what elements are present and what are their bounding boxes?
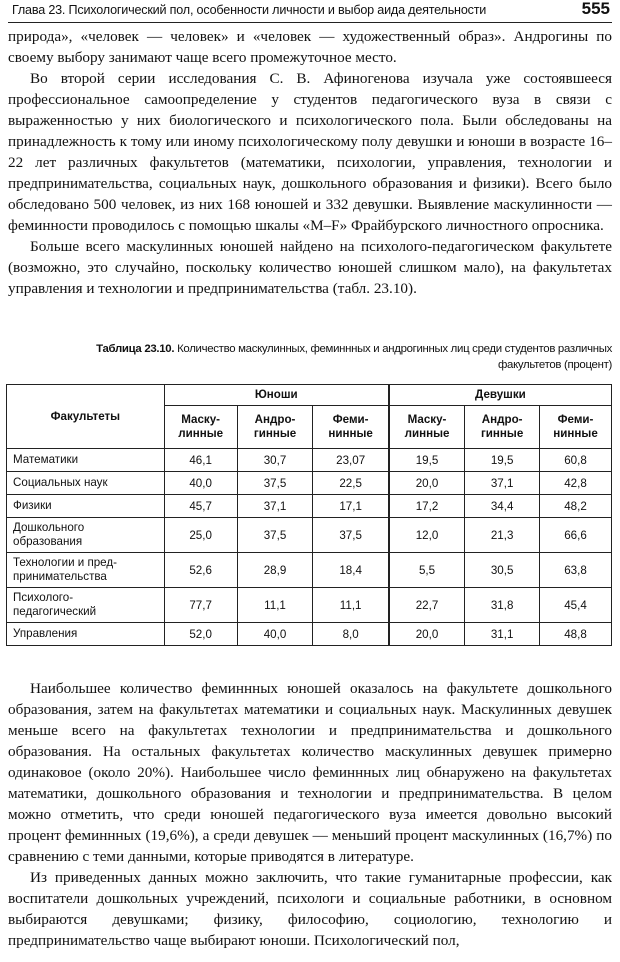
- value-cell: 19,5: [465, 449, 540, 472]
- faculty-cell: Технологии и пред- принимательства: [7, 553, 165, 588]
- top-text-block: [8, 26, 612, 299]
- value-cell: 34,4: [465, 495, 540, 518]
- subheader-masculine: Маску- линные: [164, 406, 237, 449]
- paragraph: Из приведенных данных можно заключить, что такие гуманитарные профессии, как воспитатели дошкольных учреждений, психологи и социальные работники, в основном выбираются девушками; физику, философию, социологию, технологию и предпринимательство чаще выбирают юноши. Психологический пол,: [8, 869, 612, 949]
- value-cell: 31,1: [465, 623, 540, 646]
- table-caption: [90, 341, 612, 373]
- table-row: [7, 553, 612, 588]
- page-header: [8, 0, 612, 23]
- value-cell: 8,0: [313, 623, 389, 646]
- value-cell: 52,6: [164, 553, 237, 588]
- faculty-cell: Психолого- педагогический: [7, 588, 165, 623]
- table-caption-text: Количество маскулинных, феминнных и андрогинных лиц среди студентов различных факультетов (процент): [177, 343, 612, 371]
- value-cell: 21,3: [465, 518, 540, 553]
- value-cell: 77,7: [164, 588, 237, 623]
- value-cell: 46,1: [164, 449, 237, 472]
- value-cell: 17,2: [389, 495, 465, 518]
- value-cell: 37,1: [237, 495, 313, 518]
- value-cell: 19,5: [389, 449, 465, 472]
- value-cell: 22,5: [313, 472, 389, 495]
- value-cell: 63,8: [540, 553, 612, 588]
- value-cell: 30,7: [237, 449, 313, 472]
- value-cell: 20,0: [389, 623, 465, 646]
- table-body: [7, 449, 612, 646]
- value-cell: 17,1: [313, 495, 389, 518]
- table-caption-label: Таблица 23.10.: [96, 343, 175, 355]
- value-cell: 40,0: [164, 472, 237, 495]
- value-cell: 11,1: [237, 588, 313, 623]
- faculty-cell: Управления: [7, 623, 165, 646]
- value-cell: 28,9: [237, 553, 313, 588]
- value-cell: 40,0: [237, 623, 313, 646]
- subheader-feminine: Феми- нинные: [540, 406, 612, 449]
- value-cell: 18,4: [313, 553, 389, 588]
- faculty-cell: Дошкольного образования: [7, 518, 165, 553]
- value-cell: 12,0: [389, 518, 465, 553]
- value-cell: 45,7: [164, 495, 237, 518]
- value-cell: 22,7: [389, 588, 465, 623]
- subheader-feminine: Феми- нинные: [313, 406, 389, 449]
- paragraph: природа», «человек — человек» и «человек — художественный образ». Андрогины по своему выбору занимают чаще всего промежуточное место.: [8, 28, 612, 66]
- group-header-boys: Юноши: [164, 385, 389, 406]
- value-cell: 48,2: [540, 495, 612, 518]
- paragraph: Больше всего маскулинных юношей найдено на психолого-педагогическом факультете (возможно, это случайно, поскольку количество юношей слишком мало), на факультетах управления и технологии и предпринимательства (табл. 23.10).: [8, 238, 612, 297]
- paragraph: Во второй серии исследования С. В. Афиногенова изучала уже состоявшееся профессиональное самоопределение у студентов педагогического вуза в связи с выраженностью у них биологического и психологического пола. Были обследованы на принадлежность к тому или иному психологическому полу девушки и юноши в возрасте 16–22 лет различных факультетов (математики, психологии, управления, технологии и предпринимательства, социальных наук, дошкольного образования и физики). Всего было обследовано 500 человек, из них 168 юношей и 332 девушки. Выявление маскулинности — феминности проводилось с помощью шкалы «М–F» Фрайбурского личностного опросника.: [8, 70, 612, 234]
- value-cell: 23,07: [313, 449, 389, 472]
- faculty-cell: Математики: [7, 449, 165, 472]
- group-header-girls: Девушки: [389, 385, 612, 406]
- value-cell: 60,8: [540, 449, 612, 472]
- value-cell: 5,5: [389, 553, 465, 588]
- value-cell: 66,6: [540, 518, 612, 553]
- value-cell: 30,5: [465, 553, 540, 588]
- bottom-text-block: [8, 678, 612, 951]
- value-cell: 37,5: [313, 518, 389, 553]
- faculty-cell: Социальных наук: [7, 472, 165, 495]
- paragraph: Наибольшее количество феминнных юношей оказалось на факультете дошкольного образования, затем на факультетах математики и социальных наук. Маскулинных девушек меньше всего на факультетах технологии и предпринимательства и дошкольного образования. На остальных факультетах количество маскулинных девушек примерно одинаковое (около 20%). Наибольшее число феминнных лиц обнаружено на факультетах математики, дошкольного образования и технологии и предпринимательства. В целом можно отметить, что среди юношей педагогического вуза имеется довольно высокий процент феминнных (19,6%), а среди девушек — меньший процент маскулинных (16,7%) по сравнению с теми данными, которые приводятся в литературе.: [8, 680, 612, 865]
- value-cell: 11,1: [313, 588, 389, 623]
- table-row: [7, 472, 612, 495]
- value-cell: 37,1: [465, 472, 540, 495]
- subheader-masculine: Маску- линные: [389, 406, 465, 449]
- value-cell: 37,5: [237, 518, 313, 553]
- table-row: [7, 495, 612, 518]
- running-title: Глава 23. Психологический пол, особенности личности и выбор аида деятельности: [12, 3, 487, 17]
- subheader-androgynous: Андро- гинные: [237, 406, 313, 449]
- value-cell: 42,8: [540, 472, 612, 495]
- value-cell: 25,0: [164, 518, 237, 553]
- table-row: [7, 623, 612, 646]
- table-row: [7, 588, 612, 623]
- faculty-cell: Физики: [7, 495, 165, 518]
- table-row: [7, 449, 612, 472]
- value-cell: 31,8: [465, 588, 540, 623]
- value-cell: 52,0: [164, 623, 237, 646]
- value-cell: 20,0: [389, 472, 465, 495]
- data-table: [6, 384, 612, 646]
- value-cell: 48,8: [540, 623, 612, 646]
- value-cell: 45,4: [540, 588, 612, 623]
- column-header-faculty: Факультеты: [7, 385, 165, 449]
- value-cell: 37,5: [237, 472, 313, 495]
- subheader-androgynous: Андро- гинные: [465, 406, 540, 449]
- table-row: [7, 518, 612, 553]
- page-number: 555: [581, 0, 610, 18]
